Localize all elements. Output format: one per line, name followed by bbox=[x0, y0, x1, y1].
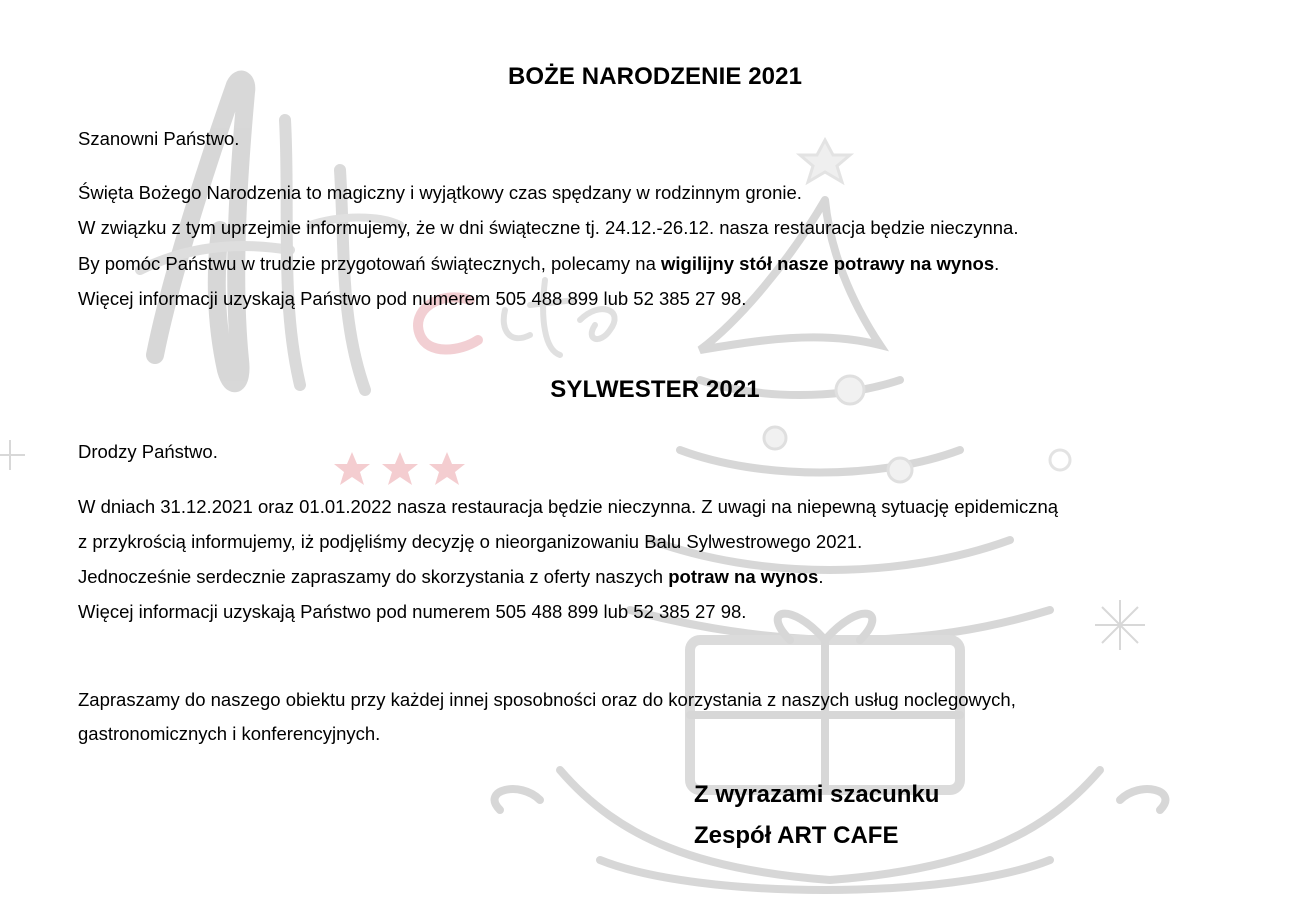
christmas-contact-line: Więcej informacji uzyskają Państwo pod numerem 505 488 899 lub 52 385 27 98. bbox=[78, 288, 747, 309]
christmas-line-3 bbox=[78, 253, 999, 275]
new-year-line-3 bbox=[78, 566, 823, 588]
new-year-contact-line: Więcej informacji uzyskają Państwo pod numerem 505 488 899 lub 52 385 27 98. bbox=[78, 601, 747, 622]
christmas-line-2: W związku z tym uprzejmie informujemy, że w dni świąteczne tj. 24.12.-26.12. nasza restauracja będzie nieczynna. bbox=[78, 217, 1019, 238]
new-year-line-2: z przykrością informujemy, iż podjęliśmy decyzję o nieorganizowaniu Balu Sylwestrowego 2021. bbox=[78, 531, 863, 552]
signature-regards: Z wyrazami szacunku bbox=[694, 781, 940, 808]
new-year-title: SYLWESTER 2021 bbox=[550, 376, 760, 403]
signature-team: Zespół ART CAFE bbox=[694, 822, 899, 849]
new-year-line-1: W dniach 31.12.2021 oraz 01.01.2022 nasza restauracja będzie nieczynna. Z uwagi na niepewną sytuację epidemiczną bbox=[78, 496, 1059, 517]
christmas-line-3-prefix: By pomóc Państwu w trudzie przygotowań świątecznych, polecamy na bbox=[78, 253, 662, 274]
new-year-line-3-suffix: . bbox=[818, 566, 824, 587]
christmas-line-3-suffix: . bbox=[994, 253, 1000, 274]
christmas-line-1: Święta Bożego Narodzenia to magiczny i wyjątkowy czas spędzany w rodzinnym gronie. bbox=[78, 182, 802, 203]
christmas-line-3-bold: wigilijny stół nasze potrawy na wynos bbox=[661, 253, 995, 274]
christmas-greeting: Szanowni Państwo. bbox=[78, 128, 240, 149]
new-year-line-3-prefix: Jednocześnie serdecznie zapraszamy do skorzystania z oferty naszych bbox=[78, 566, 669, 587]
new-year-line-3-bold: potraw na wynos bbox=[668, 566, 819, 587]
christmas-title: BOŻE NARODZENIE 2021 bbox=[507, 63, 803, 90]
closing-line-2: gastronomicznych i konferencyjnych. bbox=[78, 723, 381, 744]
closing-line-1: Zapraszamy do naszego obiektu przy każdej innej sposobności oraz do korzystania z naszych usług noclegowych, bbox=[78, 689, 1016, 710]
new-year-greeting: Drodzy Państwo. bbox=[78, 441, 218, 462]
